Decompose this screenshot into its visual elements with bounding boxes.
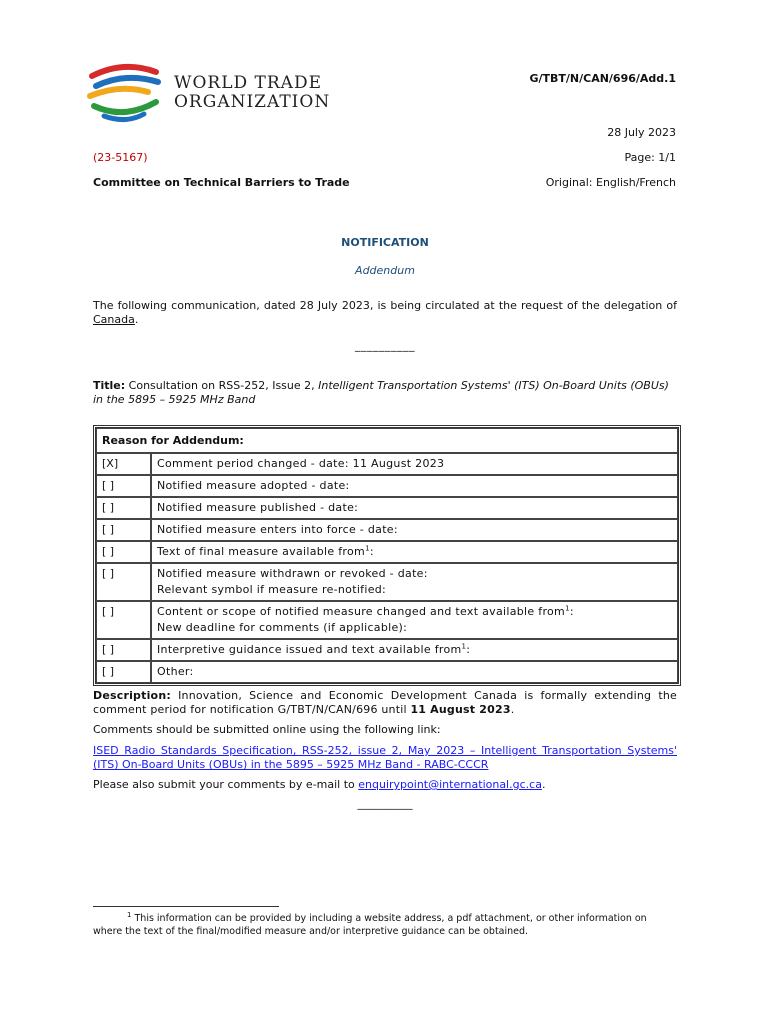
footnote [93,912,677,938]
reference-number: (23-5167) [93,151,148,164]
reason-text [151,453,678,475]
reason-checkbox: [ ] [96,541,151,563]
reason-text [151,661,678,683]
reason-line [157,500,672,516]
reason-checkbox: [ ] [96,639,151,661]
reason-row [96,601,678,639]
logo-line2: ORGANIZATION [174,92,331,112]
reason-line-text: Content or scope of notified measure changed and text available from [157,605,566,618]
wto-logo-icon [84,58,164,128]
description-paragraph [93,689,677,717]
footnote-number: 1 [127,910,132,919]
reason-text [151,563,678,601]
title-italic: Intelligent Transportation Systems' (ITS) On-Board Units (OBUs) in the 5895 – 5925 MHz Band [93,379,669,406]
reason-line [157,604,672,620]
intro-paragraph [93,299,677,327]
reason-line-text: Relevant symbol if measure re-notified: [157,583,387,596]
reason-line [157,664,672,680]
reason-line-text: Interpretive guidance issued and text available from [157,643,462,656]
description-label: Description: [93,689,171,702]
description-end: . [510,703,515,716]
separator-rule: __________ [355,339,415,352]
reason-row [96,639,678,661]
reason-text [151,601,678,639]
reasons-table [93,425,681,686]
reason-line-text: Notified measure published - date: [157,501,359,514]
reason-row [96,563,678,601]
original-language: Original: English/French [545,176,676,189]
reason-line [157,642,672,658]
reason-row [96,519,678,541]
reason-line-text: Comment period changed - date: 11 August 2023 [157,457,445,470]
reason-checkbox: [ ] [96,497,151,519]
title-plain: Consultation on RSS-252, Issue 2, [125,379,319,392]
reason-checkbox: [ ] [96,519,151,541]
title-paragraph [93,379,677,407]
reason-checkbox: [ ] [96,563,151,601]
reason-line [157,522,672,538]
wto-logo [84,58,334,128]
reason-line-suffix: : [466,643,471,656]
reason-line-text: Notified measure withdrawn or revoked - date: [157,567,428,580]
footnote-divider [93,906,279,907]
reason-row [96,475,678,497]
reason-line-suffix: : [569,605,574,618]
reason-line [157,566,672,582]
reason-text [151,541,678,563]
notification-subheading: Addendum [355,264,415,277]
reason-line-text: Text of final measure available from [157,545,366,558]
reason-checkbox: [ ] [96,601,151,639]
reason-text [151,497,678,519]
reason-text [151,639,678,661]
reasons-table-wrapper [93,425,681,686]
reason-row [96,541,678,563]
email-paragraph [93,778,545,792]
logo-text [174,74,330,112]
footnote-reference: 1 [565,604,570,613]
document-symbol: G/TBT/N/CAN/696/Add.1 [529,72,676,85]
footnote-reference: 1 [365,544,370,553]
email-link[interactable]: enquirypoint@international.gc.ca [358,778,542,791]
email-text: Please also submit your comments by e-mail to [93,778,359,791]
submission-link[interactable]: ISED Radio Standards Specification, RSS-252, issue 2, May 2023 – Intelligent Transportation Systems' (ITS) On-Board Units (OBUs) in the 5895 – 5925 MHz Band - RABC-CCCR [93,744,677,771]
title-label: Title: [93,379,126,392]
reason-line [157,620,672,636]
reasons-header: Reason for Addendum: [96,428,678,453]
footnote-reference: 1 [461,642,467,651]
submission-link-paragraph [93,744,677,772]
logo-line1: WORLD TRADE [174,73,322,93]
document-date: 28 July 2023 [607,126,676,139]
reason-row [96,661,678,683]
reason-text [151,475,678,497]
reasons-header-row [96,428,678,453]
reason-text [151,519,678,541]
comments-instruction: Comments should be submitted online using the following link: [93,723,441,736]
footnote-text: This information can be provided by including a website address, a pdf attachment, or other information on where the text of the final/modified measure and/or interpretive guidance can be obtained. [93,913,647,937]
reason-row [96,453,678,475]
reason-line [157,456,672,472]
notification-heading: NOTIFICATION [341,236,429,249]
page-indicator: Page: 1/1 [624,151,676,164]
email-end: . [541,778,546,791]
reason-checkbox: [ ] [96,661,151,683]
reason-line-text: Notified measure enters into force - date: [157,523,398,536]
intro-end: . [134,313,139,326]
reason-line-text: Other: [157,665,194,678]
reason-line-text: Notified measure adopted - date: [157,479,350,492]
reason-row [96,497,678,519]
reason-line-suffix: : [369,545,374,558]
intro-country: Canada [93,313,135,326]
reason-line [157,582,672,598]
reason-line-text: New deadline for comments (if applicable): [157,621,408,634]
end-rule: __________ [357,797,413,810]
committee-name: Committee on Technical Barriers to Trade [93,176,350,189]
description-date: 11 August 2023 [410,703,511,716]
intro-text: The following communication, dated 28 July 2023, is being circulated at the request of the delegation of [93,299,677,312]
reason-checkbox: [ ] [96,475,151,497]
reason-checkbox: [X] [96,453,151,475]
reason-line [157,544,672,560]
description-text: Innovation, Science and Economic Development Canada is formally extending the comment period for notification G/TBT/N/CAN/696 until [93,689,677,716]
reason-line [157,478,672,494]
